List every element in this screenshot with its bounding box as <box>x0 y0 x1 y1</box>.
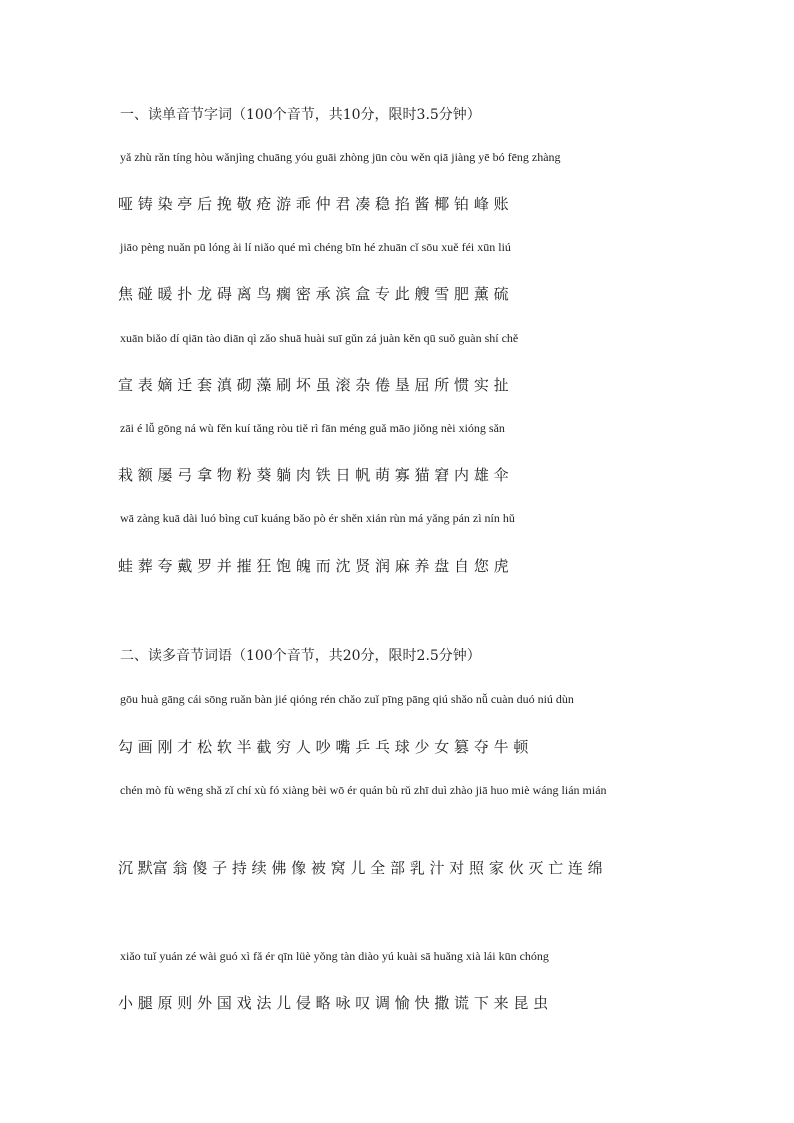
section1-pinyin-row-2: jiāo pèng nuǎn pū lóng ài lí niǎo qué mì chéng bīn hé zhuān cǐ sōu xuě féi xūn liú <box>120 240 511 254</box>
section2-hanzi-row-3: 小 腿 原 则 外 国 戏 法 儿 侵 略 咏 叹 调 愉 快 撒 谎 下 来 昆 虫 <box>118 994 549 1012</box>
section2-hanzi-row-2: 沉 默富 翁 傻 子 持 续 佛 像 被 窝 儿 全 部 乳 汁 对 照 家 伙 灭 亡 连 绵 <box>118 859 603 877</box>
section2-hanzi-row-1: 勾 画 刚 才 松 软 半 截 穷 人 吵 嘴 乒 乓 球 少 女 篡 夺 牛 顿 <box>118 738 529 756</box>
section1-pinyin-row-5: wā zàng kuā dài luó bìng cuī kuáng bǎo pò ér shěn xián rùn má yǎng pán zì nín hǔ <box>120 511 515 525</box>
section1-hanzi-row-5: 蛙 葬 夸 戴 罗 并 摧 狂 饱 魄 而 沈 贤 润 麻 养 盘 自 您 虎 <box>118 557 509 575</box>
section1-hanzi-row-1: 哑 铸 染 亭 后 挽 敬 疮 游 乖 仲 君 凑 稳 掐 酱 椰 铂 峰 账 <box>118 195 509 213</box>
section2-pinyin-row-3: xiǎo tuǐ yuán zé wài guó xì fǎ ér qīn lüè yǒng tàn diào yú kuài sā huǎng xià lái kūn chóng <box>120 949 549 963</box>
section1-pinyin-row-4: zāi é lǚ gōng ná wù fěn kuí tǎng ròu tiě rì fān méng guǎ māo jiǒng nèi xióng sǎn <box>120 421 505 435</box>
section1-pinyin-row-3: xuān biǎo dí qiān tào diān qì zǎo shuā huài suī gǔn zá juàn kěn qū suǒ guàn shí chě <box>120 331 519 345</box>
section1-hanzi-row-2: 焦 碰 暖 扑 龙 碍 离 鸟 瘸 密 承 滨 盒 专 此 艘 雪 肥 薰 硫 <box>118 285 509 303</box>
section1-hanzi-row-3: 宣 表 嫡 迁 套 滇 砌 藻 刷 坏 虽 滚 杂 倦 垦 屈 所 惯 实 扯 <box>118 376 509 394</box>
section2-pinyin-row-1: gōu huà gāng cái sōng ruǎn bàn jié qióng rén chǎo zuǐ pīng pāng qiú shǎo nǚ cuàn duó niú dùn <box>120 692 574 706</box>
section1-hanzi-row-4: 栽 额 屡 弓 拿 物 粉 葵 躺 肉 铁 日 帆 萌 寡 猫 窘 内 雄 伞 <box>118 466 509 484</box>
section2-title: 二、读多音节词语（100个音节，共20分，限时2.5分钟） <box>120 648 481 664</box>
section1-pinyin-row-1: yǎ zhù rǎn tíng hòu wǎnjìng chuāng yóu guāi zhòng jūn còu wěn qiā jiàng yē bó fēng zhàng <box>120 150 561 164</box>
section2-pinyin-row-2: chén mò fù wēng shǎ zǐ chí xù fó xiàng bèi wō ér quán bù rǔ zhī duì zhào jiā huo miè wáng lián mián <box>120 783 607 797</box>
section1-title: 一、读单音节字词（100个音节，共10分，限时3.5分钟） <box>120 107 481 123</box>
